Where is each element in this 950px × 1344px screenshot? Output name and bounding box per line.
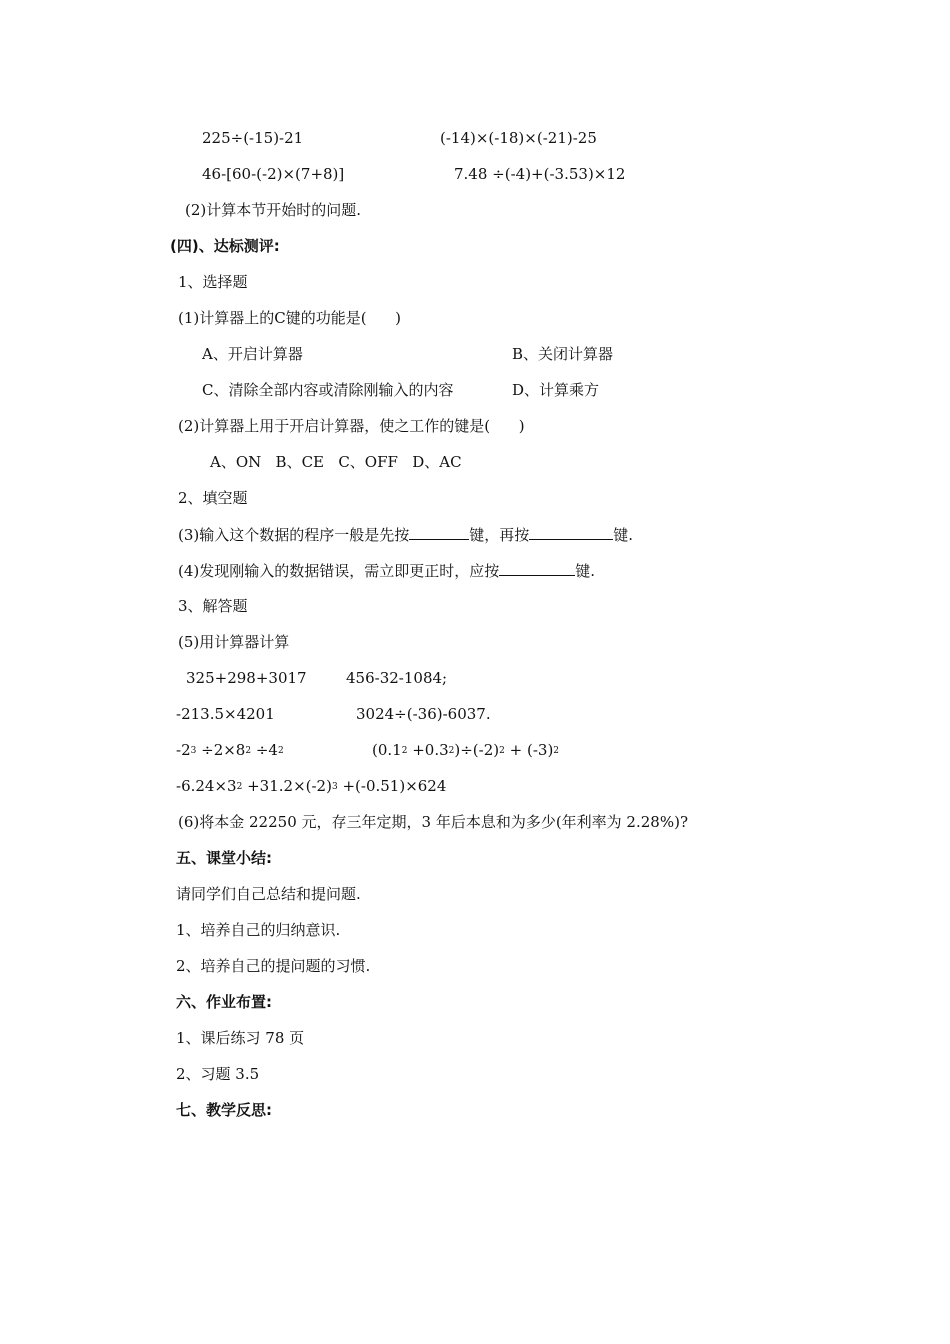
question-4 — [178, 560, 595, 581]
calc-expression: 456-32-1084; — [346, 669, 448, 687]
exercise-expression: 7.48 ÷(-4)+(-3.53)×12 — [454, 165, 626, 183]
homework-item: 1、课后练习 78 页 — [176, 1029, 305, 1047]
question-2-options: A、ON B、CE C、OFF D、AC — [210, 453, 462, 471]
calc-expression: -213.5×4201 — [176, 705, 275, 723]
question-1-stem: (1)计算器上的C键的功能是( ) — [178, 309, 402, 327]
summary-intro: 请同学们自己总结和提问题. — [176, 885, 361, 903]
answer-blank[interactable] — [499, 560, 575, 576]
section-heading-7: 七、教学反思: — [176, 1101, 272, 1119]
answer-blank[interactable] — [529, 524, 613, 540]
summary-item: 2、培养自己的提问题的习惯. — [176, 957, 371, 975]
solve-heading: 3、解答题 — [178, 597, 248, 615]
exercise-expression: 46-[60-(-2)×(7+8)] — [202, 165, 345, 183]
section-heading-5: 五、课堂小结: — [176, 849, 272, 867]
section-heading-4: (四)、达标测评: — [170, 237, 280, 255]
calc-expression-power: $-6.24\times 3^2 +31.2\times(-2)^3 +(-0.51)\times 624$ — [176, 777, 447, 795]
question-4-text-b: 键. — [575, 562, 596, 580]
homework-item: 2、习题 3.5 — [176, 1065, 260, 1083]
option-b: B、关闭计算器 — [512, 345, 614, 363]
choice-heading: 1、选择题 — [178, 273, 248, 291]
summary-item: 1、培养自己的归纳意识. — [176, 921, 341, 939]
calc-expression-power: $-2^3 \div 2\times 8^2 \div 4^2$ — [176, 741, 284, 759]
exercise-expression: (-14)×(-18)×(-21)-25 — [440, 129, 597, 147]
calc-expression: 325+298+3017 — [186, 669, 307, 687]
option-d: D、计算乘方 — [512, 381, 600, 399]
question-3-text-b: 键，再按 — [469, 526, 530, 544]
question-3 — [178, 524, 633, 545]
exercise-expression: 225÷(-15)-21 — [202, 129, 304, 147]
calc-expression-power: $(0.1^2 +0.3^2)\div(-2)^2 + (-3)^2$ — [372, 741, 560, 759]
option-c: C、清除全部内容或清除刚输入的内容 — [202, 381, 454, 399]
fill-heading: 2、填空题 — [178, 489, 248, 507]
item-text: (2)计算本节开始时的问题. — [185, 201, 362, 219]
question-4-text-a: (4)发现刚输入的数据错误，需立即更正时，应按 — [178, 562, 500, 580]
question-5-stem: (5)用计算器计算 — [178, 633, 290, 651]
section-heading-6: 六、作业布置: — [176, 993, 272, 1011]
question-6: (6)将本金 22250 元，存三年定期，3 年后本息和为多少(年利率为 2.28%)? — [178, 813, 688, 831]
question-3-text-c: 键. — [613, 526, 634, 544]
option-a: A、开启计算器 — [202, 345, 303, 363]
question-3-text-a: (3)输入这个数据的程序一般是先按 — [178, 526, 410, 544]
answer-blank[interactable] — [409, 524, 469, 540]
question-2-stem: (2)计算器上用于开启计算器，使之工作的键是( ) — [178, 417, 525, 435]
calc-expression: 3024÷(-36)-6037. — [356, 705, 491, 723]
